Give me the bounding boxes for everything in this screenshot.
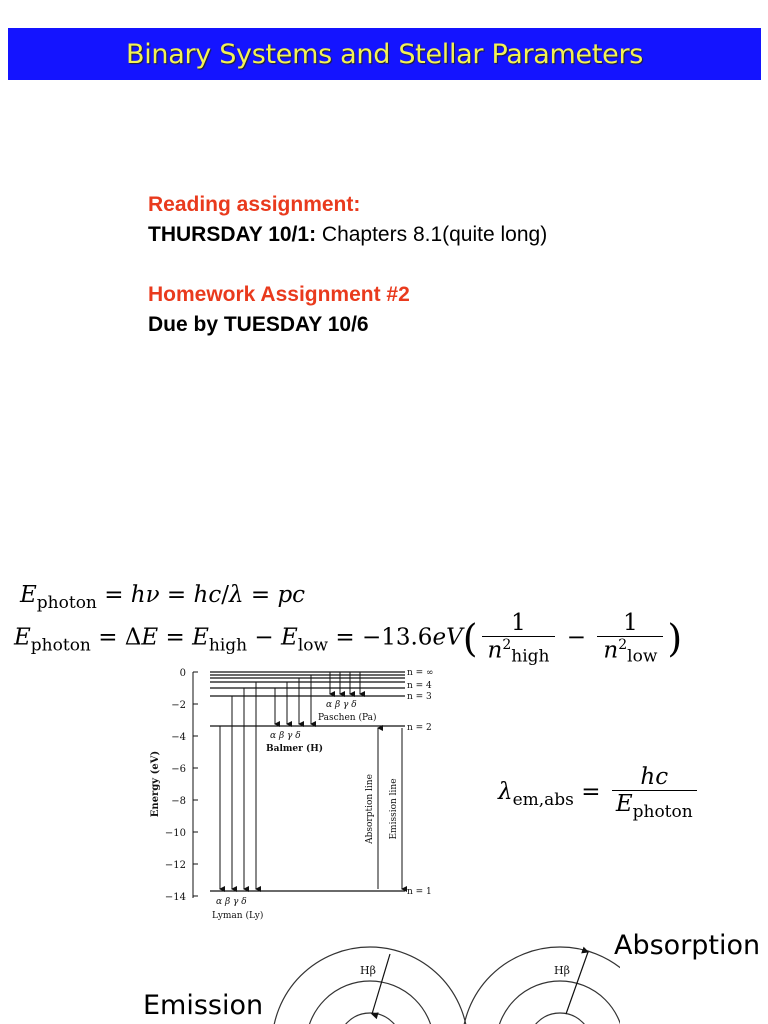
y-tick-label: −14: [164, 892, 186, 903]
y-axis-label: Energy (eV): [150, 750, 161, 818]
homework-section: [148, 280, 410, 340]
y-tick-label: −6: [171, 764, 186, 775]
wavelength-equation: $\lambda_{em,abs}$ = $\frac{hc}{E_{photon}}$: [498, 764, 701, 822]
absorption-line-label: Absorption line: [365, 774, 375, 844]
homework-due: Due by TUESDAY 10/6: [148, 313, 369, 336]
level-label: n = 4: [407, 681, 432, 691]
level-label: n = 2: [407, 723, 432, 733]
transition-energy-equation: $E_{photon} = \Delta E = E_{high} - E_{low} = -13.6eV$( $\frac{1}{n^2_{high}}$ − $\frac{1}{n^2_{low}}$ ): [14, 610, 683, 667]
lyman-label: Lyman (Ly): [212, 911, 264, 921]
slide-title: Binary Systems and Stellar Parameters: [125, 38, 644, 70]
y-tick-label: −2: [171, 700, 186, 711]
emission-label: Emission: [143, 990, 264, 1021]
emission-line-label: Emission line: [389, 778, 399, 840]
reading-heading: Reading assignment:: [148, 193, 361, 216]
title-bar: [8, 28, 761, 80]
level-label: n = 3: [407, 692, 432, 702]
y-tick-label: −10: [164, 828, 186, 839]
level-label: n = ∞: [407, 668, 434, 678]
y-tick-label: −4: [171, 732, 186, 743]
energy-level-diagram: [140, 664, 440, 928]
reading-day: THURSDAY 10/1:: [148, 223, 317, 246]
h-beta-label: Hβ: [554, 964, 570, 977]
lyman-greek: α β γ δ: [216, 897, 247, 907]
paschen-greek: α β γ δ: [326, 700, 357, 710]
reading-section: [148, 190, 547, 250]
y-tick-labels: [165, 668, 186, 903]
balmer-greek: α β γ δ: [270, 731, 301, 741]
h-beta-label: Hβ: [360, 964, 376, 977]
level-label: n = 1: [407, 887, 432, 897]
absorption-label: Absorption: [614, 930, 761, 961]
y-tick-label: −8: [171, 796, 186, 807]
y-tick-label: 0: [179, 668, 186, 679]
balmer-label: Balmer (H): [266, 744, 324, 754]
paschen-label: Paschen (Pa): [318, 713, 377, 723]
photon-energy-equation: $E_{photon} = h\nu = hc/\lambda$ = pc: [20, 582, 306, 613]
reading-text: Chapters 8.1(quite long): [316, 223, 548, 246]
homework-heading: Homework Assignment #2: [148, 283, 410, 306]
y-tick-label: −12: [164, 860, 186, 871]
bohr-atom-diagrams: [260, 940, 620, 1024]
